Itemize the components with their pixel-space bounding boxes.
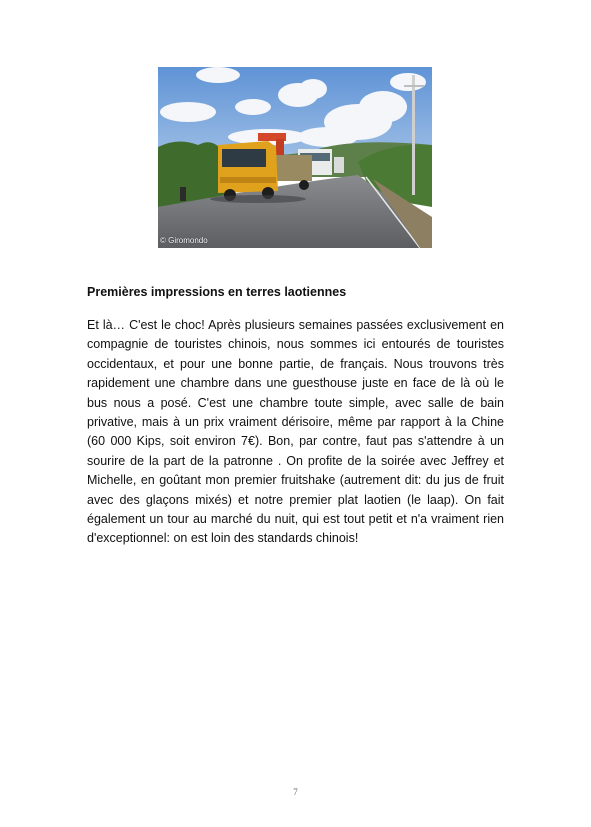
utility-pole [412, 75, 415, 195]
truck-bed [276, 155, 312, 181]
road-truck-photo [158, 67, 432, 248]
page-number: 7 [293, 787, 298, 797]
truck-windshield [222, 149, 266, 167]
person-silhouette [180, 187, 186, 201]
photo-illustration [158, 67, 432, 248]
section-title: Premières impressions en terres laotiennes [87, 285, 347, 299]
body-paragraph: Et là… C'est le choc! Après plusieurs semaines passées exclusivement en compagnie de touristes chinois, nous sommes ici entourés de touristes occidentaux, et pour une bonne partie, de français. Nous trouvons très rapidement une chambre dans une guesthouse juste en face de là où le bus nous a posé. C'est une chambre toute simple, avec salle de bain privative, mais à un prix vraiment dérisoire, même par rapport à la Chine (60 000 Kips, soit environ 7€). Bon, par contre, faut pas s'attendre à un sourire de la part de la patronne . On profite de la soirée avec Jeffrey et Michelle, en goûtant mon premier fruitshake (autrement dit: du jus de fruit avec des glaçons mixés) et notre premier plat laotien (le laap). On fait également un tour au marché du nuit, qui est tout petit et n'a vraiment rien d'exceptionnel: on est loin des standards chinois! [87, 318, 504, 546]
photo-watermark: © Giromondo [160, 236, 208, 245]
pole-crossbar [404, 85, 424, 87]
